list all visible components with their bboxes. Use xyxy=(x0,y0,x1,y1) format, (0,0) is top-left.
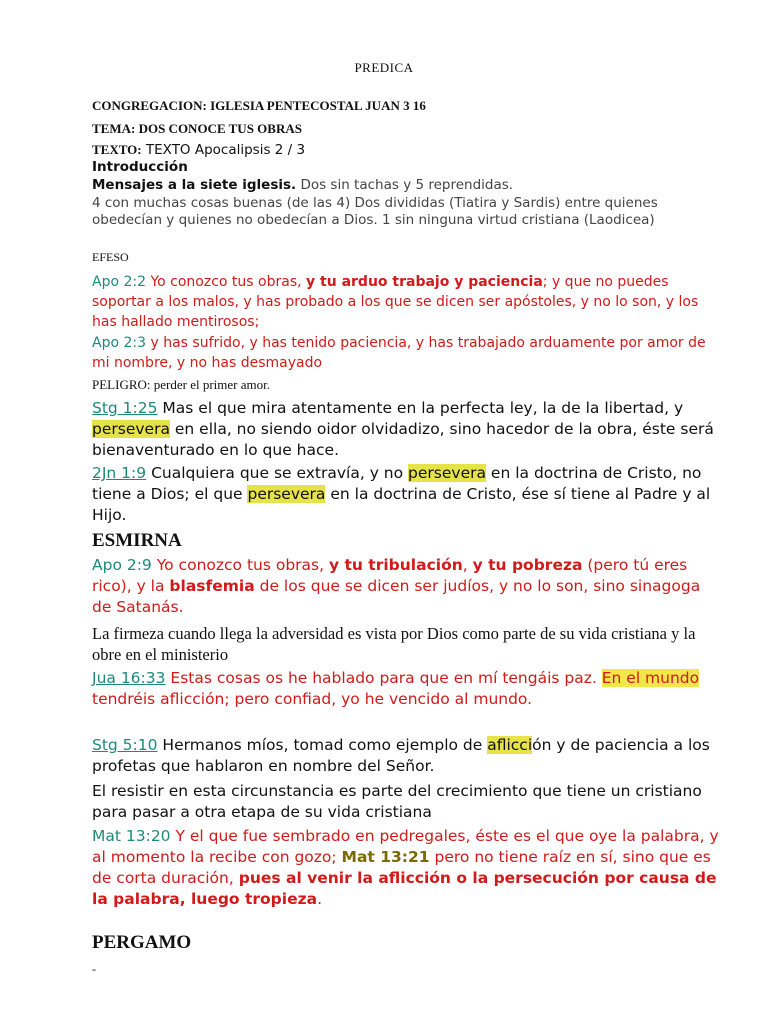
apo-2-9-ref: Apo 2:9 xyxy=(92,556,152,574)
mat-13-21-ref: Mat 13:21 xyxy=(341,848,430,866)
intro-paragraph: 4 con muchas cosas buenas (de las 4) Dos divididas (Tiatira y Sardis) entre quienes obedecían y quienes no obedecían a Dios. 1 sin ninguna virtud cristiana (Laodicea) xyxy=(92,195,658,228)
apo-2-2-ref: Apo 2:2 xyxy=(92,274,147,290)
mat-13-21-text-a: pero no tiene raíz en sí, sino que es de corta duración, xyxy=(92,848,711,887)
mat-13-20-text: Y el que fue sembrado en pedregales, éste es el que oye la palabra, y al momento la recibe con gozo; xyxy=(92,827,719,866)
introduccion-heading: Introducción xyxy=(92,159,188,175)
stg-1-25-highlight: persevera xyxy=(92,420,170,438)
apo-2-3-text: y has sufrido, y has tenido paciencia, y has trabajado arduamente por amor de mi nombre, y no has desmayado xyxy=(92,335,706,371)
mensajes-line xyxy=(92,177,722,194)
apo-2-3-verse xyxy=(92,333,722,373)
apo-2-9-text-b: y tu tribulación xyxy=(328,556,463,574)
mensajes-bold: Mensajes a la siete iglesis. xyxy=(92,177,297,193)
stg-1-25-verse xyxy=(92,398,722,461)
texto-line xyxy=(92,141,722,159)
mat-13-20-21-verse xyxy=(92,826,722,910)
2jn-1-9-text-a: Cualquiera que se extravía, y no xyxy=(146,464,409,482)
texto-label: TEXTO: xyxy=(92,142,142,157)
apo-2-9-text-d: y tu pobreza xyxy=(472,556,583,574)
stg-1-25-text-b: en ella, no siendo oidor olvidadizo, sino hacedor de la obra, éste será bienaventurado en lo que hace. xyxy=(92,420,714,459)
congregacion-line: CONGREGACION: IGLESIA PENTECOSTAL JUAN 3 16 xyxy=(92,98,426,113)
apo-2-3-ref: Apo 2:3 xyxy=(92,335,147,351)
jua-16-33-text-b: tendréis aflicción; pero confiad, yo he vencido al mundo. xyxy=(92,690,533,708)
pergamo-heading: PERGAMO xyxy=(92,932,192,953)
2jn-1-9-verse xyxy=(92,463,722,526)
firmeza-paragraph: La firmeza cuando llega la adversidad es vista por Dios como parte de su vida cristiana y la obre en el ministerio xyxy=(92,624,696,664)
apo-2-9-verse xyxy=(92,555,722,618)
apo-2-9-text-e: (pero tú eres rico), y la xyxy=(92,556,688,595)
trailing-mark: - xyxy=(92,962,96,976)
apo-2-9-text-a: Yo conozco tus obras, xyxy=(151,556,329,574)
2jn-1-9-highlight-2: persevera xyxy=(247,485,326,503)
mat-13-21-text-c: . xyxy=(317,890,323,908)
stg-5-10-ref: Stg 5:10 xyxy=(92,736,158,754)
resistir-paragraph: El resistir en esta circunstancia es parte del crecimiento que tiene un cristiano para pasar a otra etapa de su vida cristiana xyxy=(92,782,702,821)
2jn-1-9-ref: 2Jn 1:9 xyxy=(92,464,147,482)
jua-16-33-verse xyxy=(92,668,722,710)
mat-13-20-ref: Mat 13:20 xyxy=(92,827,171,845)
stg-1-25-ref: Stg 1:25 xyxy=(92,399,158,417)
stg-1-25-text-a: Mas el que mira atentamente en la perfecta ley, la de la libertad, y xyxy=(157,399,684,417)
efeso-label: EFESO xyxy=(92,250,129,264)
page-title: PREDICA xyxy=(354,60,414,75)
stg-5-10-text-b: ón y de paciencia a los profetas que hablaron en nombre del Señor. xyxy=(92,736,710,775)
apo-2-2-verse xyxy=(92,272,722,332)
esmirna-heading: ESMIRNA xyxy=(92,530,182,551)
stg-5-10-verse xyxy=(92,735,722,777)
2jn-1-9-text-c: en la doctrina de Cristo, ése sí tiene al Padre y al Hijo. xyxy=(92,485,711,524)
jua-16-33-highlight: En el mundo xyxy=(601,669,700,687)
mensajes-rest: Dos sin tachas y 5 reprendidas. xyxy=(296,177,514,193)
apo-2-2-text-a: Yo conozco tus obras, xyxy=(146,274,307,290)
2jn-1-9-text-b: en la doctrina de Cristo, no tiene a Dios; el que xyxy=(92,464,702,503)
2jn-1-9-highlight-1: persevera xyxy=(408,464,486,482)
texto-value: TEXTO Apocalipsis 2 / 3 xyxy=(141,142,306,158)
apo-2-9-text-c: , xyxy=(462,556,473,574)
apo-2-9-text-g: de los que se dicen ser judíos, y no lo son, sino sinagoga de Satanás. xyxy=(92,577,701,616)
tema-line: TEMA: DOS CONOCE TUS OBRAS xyxy=(92,121,302,136)
jua-16-33-text-a: Estas cosas os he hablado para que en mí tengáis paz. xyxy=(165,669,602,687)
apo-2-9-text-f: blasfemia xyxy=(169,577,255,595)
peligro-line: PELIGRO: perder el primer amor. xyxy=(92,377,270,392)
apo-2-2-text-b: y tu arduo trabajo y paciencia xyxy=(306,274,543,290)
apo-2-2-text-c: ; y que no puedes soportar a los malos, y has probado a los que se dicen ser apóstoles, y no lo son, y los has hallado mentirosos; xyxy=(92,274,699,330)
stg-5-10-highlight: aflicci xyxy=(487,736,533,754)
stg-5-10-text-a: Hermanos míos, tomad como ejemplo de xyxy=(157,736,488,754)
jua-16-33-ref: Jua 16:33 xyxy=(92,669,166,687)
mat-13-21-text-b: pues al venir la aflicción o la persecución por causa de la palabra, luego tropieza xyxy=(92,869,717,908)
